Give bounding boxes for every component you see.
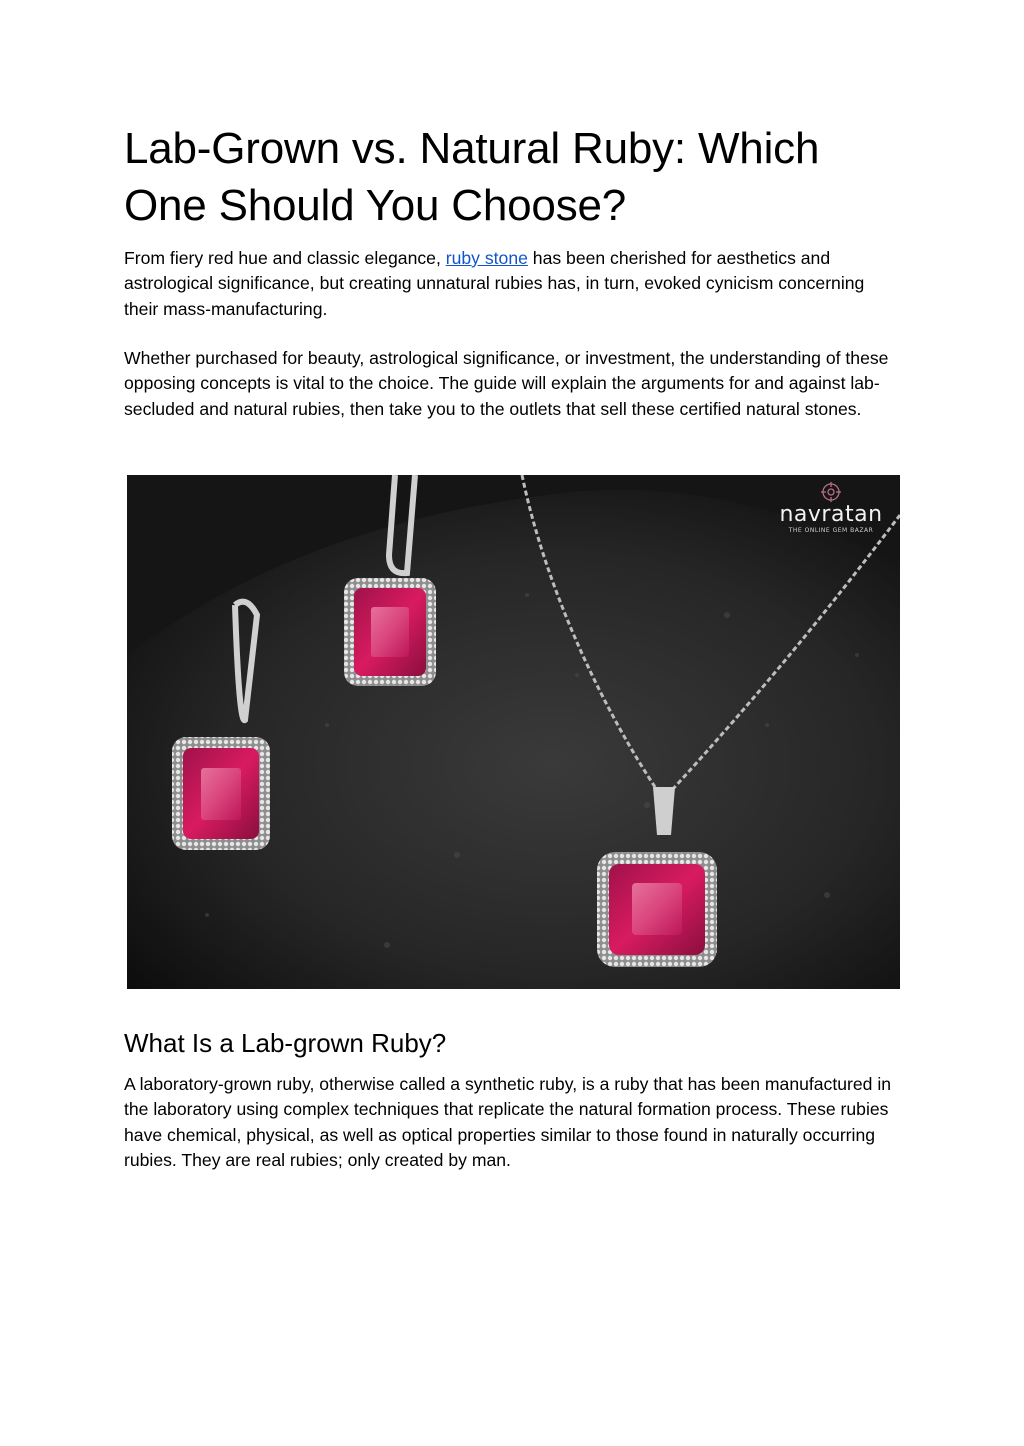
logo-mark-icon	[820, 481, 842, 503]
intro-text-start: From fiery red hue and classic elegance,	[124, 248, 446, 268]
logo-tagline: THE ONLINE GEM BAZAR	[788, 527, 874, 534]
guide-paragraph: Whether purchased for beauty, astrological significance, or investment, the understanding of these opposing concepts is vital to the choice. The guide will explain the arguments for and against lab-secluded and natural rubies, then take you to the outlets that sell these certified natural stones.	[124, 348, 889, 419]
jewelry-illustration	[127, 475, 900, 989]
logo-name: navratan	[779, 502, 883, 527]
navratan-logo	[776, 481, 886, 535]
ruby-jewelry-photo	[127, 475, 900, 989]
article-title: Lab-Grown vs. Natural Ruby: Which One Should You Choose?	[124, 124, 820, 230]
section-paragraph: A laboratory-grown ruby, otherwise called a synthetic ruby, is a ruby that has been manufactured in the laboratory using complex techniques that replicate the natural formation process. These rubies have chemical, physical, as well as optical properties similar to those found in naturally occurring rubies. They are real rubies; only created by man.	[124, 1074, 892, 1170]
intro-paragraph	[124, 246, 899, 322]
ruby-pendant	[597, 852, 717, 967]
intro-text-end: has been cherished for aesthetics and astrological significance, but creating unnatural rubies has, in turn, evoked cynicism concerning their mass-manufacturing.	[124, 248, 865, 319]
ruby-stone-link[interactable]: ruby stone	[445, 248, 528, 268]
section-heading: What Is a Lab-grown Ruby?	[124, 1028, 447, 1058]
